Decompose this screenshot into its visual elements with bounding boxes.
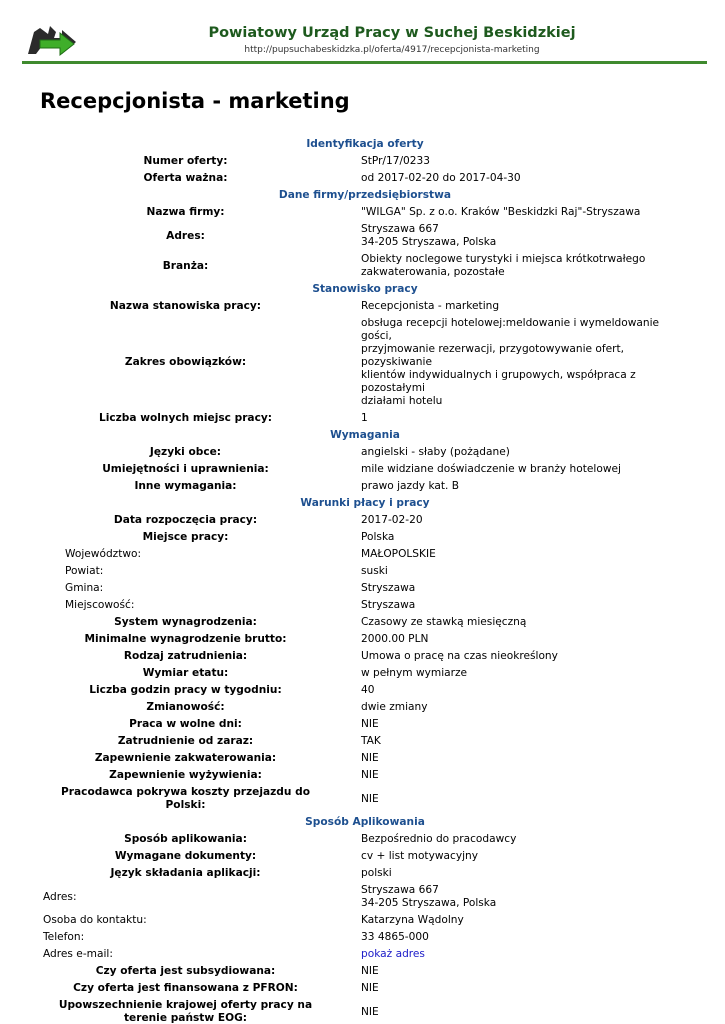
field-label: Język składania aplikacji:	[110, 867, 261, 879]
field-label: Wymagane dokumenty:	[114, 850, 257, 862]
field-value	[361, 948, 690, 961]
row-wyzywienie	[40, 767, 690, 784]
page-title: Recepcjonista - marketing	[40, 89, 350, 113]
row-eog	[40, 997, 690, 1024]
field-label: Numer oferty:	[143, 155, 228, 167]
field-value: Polska	[361, 531, 395, 543]
field-value: dwie zmiany	[361, 701, 428, 713]
field-value: Bezpośrednio do pracodawcy	[361, 833, 517, 845]
value-line: działami hotelu	[361, 395, 443, 407]
offer-table	[40, 136, 690, 1024]
field-label: Powiat:	[65, 565, 104, 577]
section-heading-stanowisko: Stanowisko pracy	[312, 283, 418, 295]
value-line: Obiekty noclegowe turystyki i miejsca krótkotrwałego	[361, 253, 646, 265]
field-label: Umiejętności i uprawnienia:	[102, 463, 269, 475]
row-branza	[40, 251, 690, 281]
row-data-rozpoczecia	[40, 512, 690, 529]
field-value: Umowa o pracę na czas nieokreślony	[361, 650, 558, 662]
row-wymiar-etatu	[40, 665, 690, 682]
field-value: NIE	[361, 1005, 379, 1018]
field-value: suski	[361, 565, 388, 577]
section-heading-warunki: Warunki płacy i pracy	[300, 497, 430, 509]
row-telefon	[40, 929, 690, 946]
field-value: mile widziane doświadczenie w branży hotelowej	[361, 463, 621, 475]
row-gmina	[40, 580, 690, 597]
field-value: 2017-02-20	[361, 514, 423, 526]
section-heading-wymagania: Wymagania	[330, 429, 400, 441]
row-rodzaj-zatrudnienia	[40, 648, 690, 665]
field-label: Oferta ważna:	[143, 172, 228, 184]
field-value: 33 4865-000	[361, 931, 429, 943]
field-value: NIE	[361, 752, 379, 764]
field-value	[361, 223, 690, 249]
value-line: zakwaterowania, pozostałe	[361, 266, 505, 278]
field-value: NIE	[361, 965, 379, 977]
row-adres	[40, 221, 690, 251]
row-pfron	[40, 980, 690, 997]
row-wojewodztwo	[40, 546, 690, 563]
field-value: NIE	[361, 718, 379, 730]
field-label: Województwo:	[65, 548, 142, 560]
field-label: Zmianowość:	[146, 701, 225, 713]
field-value	[361, 317, 690, 408]
row-dokumenty	[40, 848, 690, 865]
field-label: Czy oferta jest finansowana z PFRON:	[73, 982, 298, 994]
field-label: Inne wymagania:	[134, 480, 237, 492]
field-label	[40, 999, 361, 1024]
address-line: Stryszawa 667	[361, 884, 439, 896]
site-url[interactable]: http://pupsuchabeskidzka.pl/oferta/4917/recepcjonista-marketing	[244, 45, 540, 55]
field-label: Rodzaj zatrudnienia:	[123, 650, 248, 662]
field-value: NIE	[361, 982, 379, 994]
field-label: Gmina:	[65, 582, 104, 594]
field-value: Stryszawa	[361, 599, 416, 611]
row-oferta-wazna	[40, 170, 690, 187]
row-umiejetnosci	[40, 461, 690, 478]
field-value: Recepcjonista - marketing	[361, 300, 500, 312]
label-line: Upowszechnienie krajowej oferty pracy na terenie	[58, 999, 313, 1024]
field-value: "WILGA" Sp. z o.o. Kraków "Beskidzki Raj"-Stryszawa	[361, 206, 641, 218]
field-value: cv + list motywacyjny	[361, 850, 479, 862]
section-heading-aplikowanie: Sposób Aplikowania	[305, 816, 425, 828]
site-title: Powiatowy Urząd Pracy w Suchej Beskidzkiej	[208, 25, 576, 41]
address-line: 34-205 Stryszawa, Polska	[361, 897, 497, 909]
field-value: 40	[361, 684, 375, 696]
row-adres-aplikacji	[40, 882, 690, 912]
field-value: Stryszawa	[361, 582, 416, 594]
row-godziny	[40, 682, 690, 699]
field-value	[361, 884, 690, 910]
row-zakwaterowanie	[40, 750, 690, 767]
row-powiat	[40, 563, 690, 580]
field-value: od 2017-02-20 do 2017-04-30	[361, 172, 521, 184]
field-label: Minimalne wynagrodzenie brutto:	[84, 633, 287, 645]
field-value: Czasowy ze stawką miesięczną	[361, 616, 527, 628]
field-label: Nazwa firmy:	[146, 206, 225, 218]
field-value: 1	[361, 412, 368, 424]
field-label: Sposób aplikowania:	[124, 833, 247, 845]
field-label: Adres e-mail:	[43, 948, 113, 960]
field-label: Liczba godzin pracy w tygodniu:	[89, 684, 282, 696]
row-zakres	[40, 315, 690, 410]
field-label: Nazwa stanowiska pracy:	[109, 300, 262, 312]
row-sposob	[40, 831, 690, 848]
row-miejscowosc	[40, 597, 690, 614]
field-label: Języki obce:	[149, 446, 222, 458]
field-value: angielski - słaby (pożądane)	[361, 446, 510, 458]
row-jezyk-aplikacji	[40, 865, 690, 882]
row-subsydiowana	[40, 963, 690, 980]
field-label: System wynagrodzenia:	[114, 616, 257, 628]
field-label: Zapewnienie zakwaterowania:	[94, 752, 277, 764]
field-value: polski	[361, 867, 392, 879]
field-label: Czy oferta jest subsydiowana:	[95, 965, 276, 977]
row-nazwa-firmy	[40, 204, 690, 221]
field-label: Osoba do kontaktu:	[43, 914, 147, 926]
field-label: Miejsce pracy:	[142, 531, 229, 543]
section-heading-identyfikacja: Identyfikacja oferty	[306, 138, 424, 150]
address-line: 34-205 Stryszawa, Polska	[361, 236, 497, 248]
row-min-wynagrodzenie	[40, 631, 690, 648]
field-value: StPr/17/0233	[361, 155, 431, 167]
show-email-link[interactable]: pokaż adres	[361, 948, 425, 960]
field-value: TAK	[361, 735, 381, 747]
row-zmianowosc	[40, 699, 690, 716]
header-divider	[22, 61, 707, 64]
field-label: Liczba wolnych miejsc pracy:	[98, 412, 273, 424]
field-value: NIE	[361, 769, 379, 781]
field-label: Wymiar etatu:	[142, 667, 229, 679]
field-value: prawo jazdy kat. B	[361, 480, 460, 492]
row-inne	[40, 478, 690, 495]
site-header	[22, 14, 707, 64]
field-label: Miejscowość:	[65, 599, 135, 611]
field-label: Zakres obowiązków:	[124, 356, 247, 368]
row-miejsce-pracy	[40, 529, 690, 546]
row-dojazd	[40, 784, 690, 814]
field-label: Zapewnienie wyżywienia:	[109, 769, 262, 781]
row-wolne-dni	[40, 716, 690, 733]
field-value: NIE	[361, 792, 379, 805]
field-value: w pełnym wymiarze	[361, 667, 468, 679]
field-value	[361, 253, 690, 279]
address-line: Stryszawa 667	[361, 223, 439, 235]
label-line: państw EOG:	[170, 1012, 248, 1024]
field-label: Adres:	[166, 229, 205, 242]
row-jezyki	[40, 444, 690, 461]
value-line: obsługa recepcji hotelowej:meldowanie i wymeldowanie gości,	[361, 317, 660, 342]
field-value: Katarzyna Wądolny	[361, 914, 464, 926]
row-nazwa-stanowiska	[40, 298, 690, 315]
field-value: MAŁOPOLSKIE	[361, 548, 436, 560]
field-label: Zatrudnienie od zaraz:	[117, 735, 254, 747]
field-value: 2000.00 PLN	[361, 633, 429, 645]
row-email	[40, 946, 690, 963]
row-liczba-miejsc	[40, 410, 690, 427]
field-label: Adres:	[43, 890, 77, 903]
field-label: Branża:	[162, 259, 209, 272]
row-od-zaraz	[40, 733, 690, 750]
section-heading-firma: Dane firmy/przedsiębiorstwa	[278, 189, 452, 201]
value-line: przyjmowanie rezerwacji, przygotowywanie ofert, pozyskiwanie	[361, 343, 625, 368]
row-numer-oferty	[40, 153, 690, 170]
field-label: Telefon:	[43, 931, 85, 943]
field-label: Praca w wolne dni:	[129, 718, 242, 730]
row-osoba	[40, 912, 690, 929]
field-label: Pracodawca pokrywa koszty przejazdu do Polski:	[61, 786, 310, 811]
value-line: klientów indywidualnych i grupowych, współpraca z pozostałymi	[361, 369, 636, 394]
field-label: Data rozpoczęcia pracy:	[113, 514, 258, 526]
row-system-wynagrodzenia	[40, 614, 690, 631]
